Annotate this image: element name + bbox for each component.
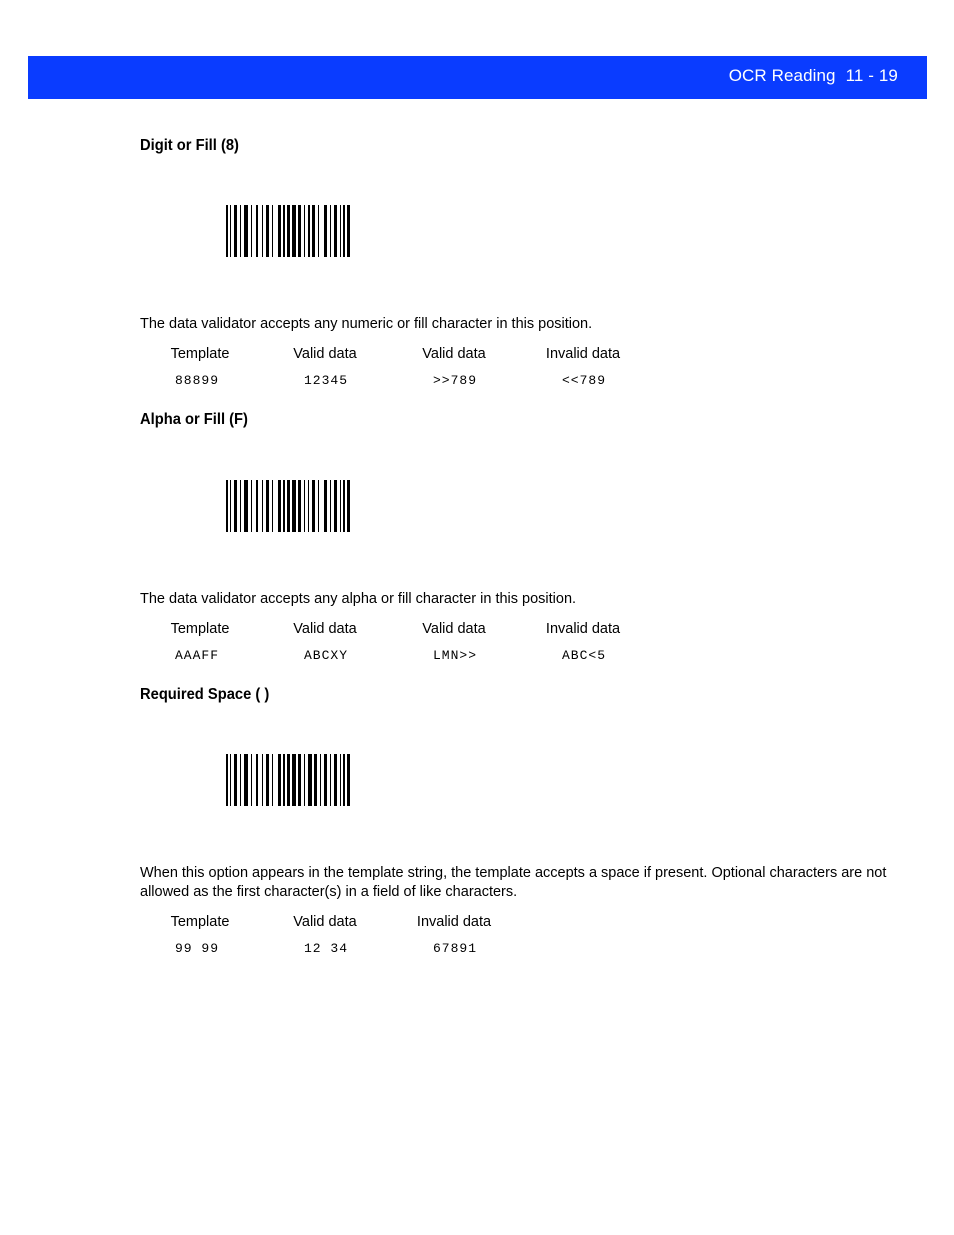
table-header-cell: Valid data xyxy=(293,914,357,930)
table-header-cell: Invalid data xyxy=(545,346,621,362)
table-value-cell: 88899 xyxy=(174,373,220,388)
header-section-title: OCR Reading xyxy=(728,66,836,85)
table-value-cell: >>789 xyxy=(432,373,478,388)
table-value-cell: <<789 xyxy=(561,373,607,388)
table-header-cell: Valid data xyxy=(293,621,357,637)
running-header xyxy=(729,66,898,86)
table-value-cell: 12345 xyxy=(303,373,349,388)
table-value-cell: 99 99 xyxy=(174,941,220,956)
table-header-cell: Template xyxy=(170,621,230,637)
barcode-alpha-or-fill[interactable] xyxy=(226,480,350,532)
table-header-cell: Valid data xyxy=(422,346,486,362)
table-value-cell: 67891 xyxy=(432,941,478,956)
header-page-number: 11 - 19 xyxy=(845,66,898,85)
section-title-digit-or-fill: Digit or Fill (8) xyxy=(140,137,239,154)
table-header-cell: Valid data xyxy=(293,346,357,362)
table-header-cell: Invalid data xyxy=(545,621,621,637)
table-header-cell: Invalid data xyxy=(416,914,492,930)
table-value-cell: AAAFF xyxy=(174,648,220,663)
page-header-bar xyxy=(28,56,927,99)
section-title-required-space: Required Space ( ) xyxy=(140,686,270,703)
table-header-cell: Template xyxy=(170,914,230,930)
section-description-alpha-or-fill: The data validator accepts any alpha or fill character in this position. xyxy=(140,591,577,607)
table-value-cell: ABCXY xyxy=(303,648,349,663)
table-value-cell: 12 34 xyxy=(303,941,349,956)
table-value-cell: ABC<5 xyxy=(561,648,607,663)
section-description-digit-or-fill: The data validator accepts any numeric or fill character in this position. xyxy=(140,316,593,332)
section-description-required-space: When this option appears in the template string, the template accepts a space if present. Optional characters are not allowed as the first character(s) in a field of like characters. xyxy=(140,865,887,900)
table-header-cell: Template xyxy=(170,346,230,362)
barcode-required-space[interactable] xyxy=(226,754,350,806)
table-header-cell: Valid data xyxy=(422,621,486,637)
barcode-digit-or-fill[interactable] xyxy=(226,205,350,257)
table-value-cell: LMN>> xyxy=(432,648,478,663)
section-title-alpha-or-fill: Alpha or Fill (F) xyxy=(140,411,248,428)
